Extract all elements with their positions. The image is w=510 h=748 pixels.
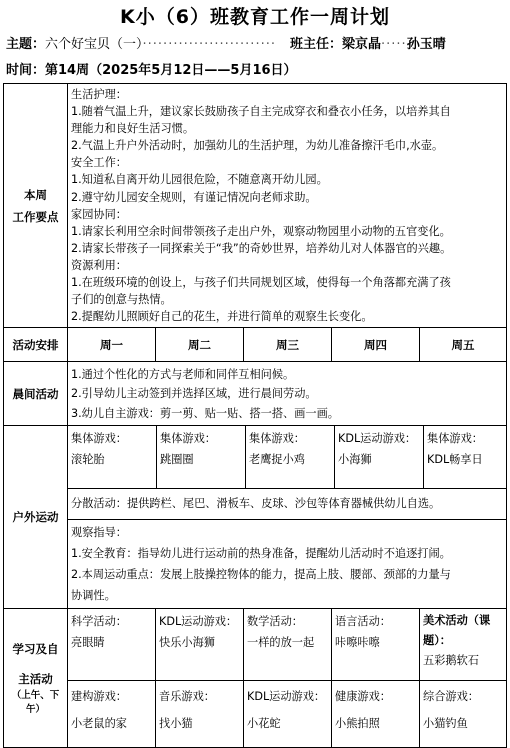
day-thursday: 周四 <box>332 328 420 362</box>
learning-mon-1: 科学活动： 亮眼睛 <box>68 609 156 681</box>
learning-thu-2: 健康游戏： 小熊拍照 <box>332 681 420 748</box>
focus-line: 2.提醒幼儿照顾好自己的花生，并进行简单的观察生长变化。 <box>71 310 373 324</box>
learning-mon-2: 建构游戏： 小老鼠的家 <box>68 681 156 748</box>
learning-tue-2: 音乐游戏： 找小猫 <box>156 681 244 748</box>
teacher-dots: ····· <box>381 37 407 52</box>
focus-line: 安全工作： <box>71 156 127 170</box>
theme-label: 主题： <box>6 37 46 52</box>
outdoor-label: 户外运动 <box>4 426 68 609</box>
week-focus-content <box>68 84 507 328</box>
focus-line: 家园协同： <box>71 207 127 221</box>
theme-line <box>6 33 446 52</box>
morning-label: 晨间活动 <box>4 362 68 426</box>
time-line <box>6 59 297 78</box>
schedule-header-row <box>4 328 507 362</box>
learning-label: 学习及自 主活动 （上午、下 午） <box>4 609 68 748</box>
day-monday: 周一 <box>68 328 156 362</box>
outdoor-content <box>68 426 507 609</box>
day-wednesday: 周三 <box>244 328 332 362</box>
learning-thu-1: 语言活动： 咔嚓咔嚓 <box>332 609 420 681</box>
learning-fri-2: 综合游戏： 小猫钓鱼 <box>420 681 507 748</box>
theme-value: 六个好宝贝（一） <box>45 37 143 52</box>
time-label: 时间： <box>6 63 46 78</box>
morning-content <box>68 362 507 426</box>
outdoor-game-mon: 集体游戏： 滚轮胎 <box>68 426 157 488</box>
focus-line: 1.随着气温上升，建议家长鼓励孩子自主完成穿衣和叠衣小任务，以培养其自 <box>71 105 451 119</box>
outdoor-row <box>4 426 507 609</box>
weekly-plan-table <box>3 83 507 748</box>
focus-line: 生活护理： <box>71 88 127 101</box>
day-friday: 周五 <box>420 328 507 362</box>
focus-line: 2.遵守幼儿园安全规则，有谨记情况向老师求助。 <box>71 190 317 204</box>
learning-row-2 <box>4 681 507 748</box>
learning-wed-1: 数学活动： 一样的放一起 <box>244 609 332 681</box>
focus-line: 1.在班级环境的创设上，与孩子们共同规划区域，使得每一个角落都充满了孩 <box>71 276 451 290</box>
morning-row <box>4 362 507 426</box>
morning-line: 1.通过个性化的方式与老师和同伴互相问候。 <box>71 367 295 381</box>
week-focus-label: 本周 工作要点 <box>4 84 68 328</box>
outdoor-game-tue: 集体游戏： 跳圈圈 <box>157 426 246 488</box>
outdoor-observe: 观察指导： 1.安全教育：指导幼儿进行运动前的热身准备，提醒幼儿活动时不追逐打闹。 2.本周运动重点：发展上肢操控物体的能力，提高上肢、腰部、颈部的力量与 协调性。 <box>68 519 506 608</box>
time-value: 第14周（2025年5月12日——5月16日） <box>45 63 297 78</box>
morning-line: 3.幼儿自主游戏：剪一剪、贴一贴、搭一搭、画一画。 <box>71 406 339 420</box>
learning-fri-1: 美术活动（课题）： 五彩鹅软石 <box>420 609 507 681</box>
learning-tue-1: KDL运动游戏： 快乐小海狮 <box>156 609 244 681</box>
focus-line: 1.请家长利用空余时间带领孩子走出户外，观察动物园里小动物的五官变化。 <box>71 224 451 238</box>
focus-line: 子们的创意与热情。 <box>71 293 172 307</box>
teacher-label: 班主任： <box>289 37 342 52</box>
outdoor-games <box>68 426 506 488</box>
outdoor-game-thu: KDL运动游戏： 小海狮 <box>335 426 424 488</box>
theme-dots: ·························· <box>142 37 276 52</box>
outdoor-scattered: 分散活动：提供跨栏、尾巴、滑板车、皮球、沙包等体育器械供幼儿自选。 <box>68 488 506 519</box>
schedule-label: 活动安排 <box>4 328 68 362</box>
outdoor-game-wed: 集体游戏： 老鹰捉小鸡 <box>246 426 335 488</box>
week-focus-row <box>4 84 507 328</box>
focus-line: 1.知道私自离开幼儿园很危险，不随意离开幼儿园。 <box>71 173 328 187</box>
focus-line: 资源利用： <box>71 258 127 272</box>
teacher-name-1: 梁京晶 <box>342 37 382 52</box>
morning-line: 2.引导幼儿主动签到并选择区域，进行晨间劳动。 <box>71 387 317 401</box>
focus-line: 2.气温上升户外活动时，加强幼儿的生活护理，为幼儿准备擦汗毛巾,水壶。 <box>71 139 444 153</box>
teacher-name-2: 孙玉晴 <box>406 37 446 52</box>
outdoor-game-fri: 集体游戏： KDL畅享日 <box>427 432 483 467</box>
day-tuesday: 周二 <box>156 328 244 362</box>
learning-wed-2: KDL运动游戏： 小花蛇 <box>244 681 332 748</box>
focus-line: 2.请家长带孩子一同探索关于“我”的奇妙世界，培养幼儿对人体器官的兴趣。 <box>71 241 452 255</box>
learning-row <box>4 609 507 681</box>
focus-line: 理能力和良好生活习惯。 <box>71 122 195 136</box>
page-title: K小（6）班教育工作一周计划 <box>120 6 390 28</box>
